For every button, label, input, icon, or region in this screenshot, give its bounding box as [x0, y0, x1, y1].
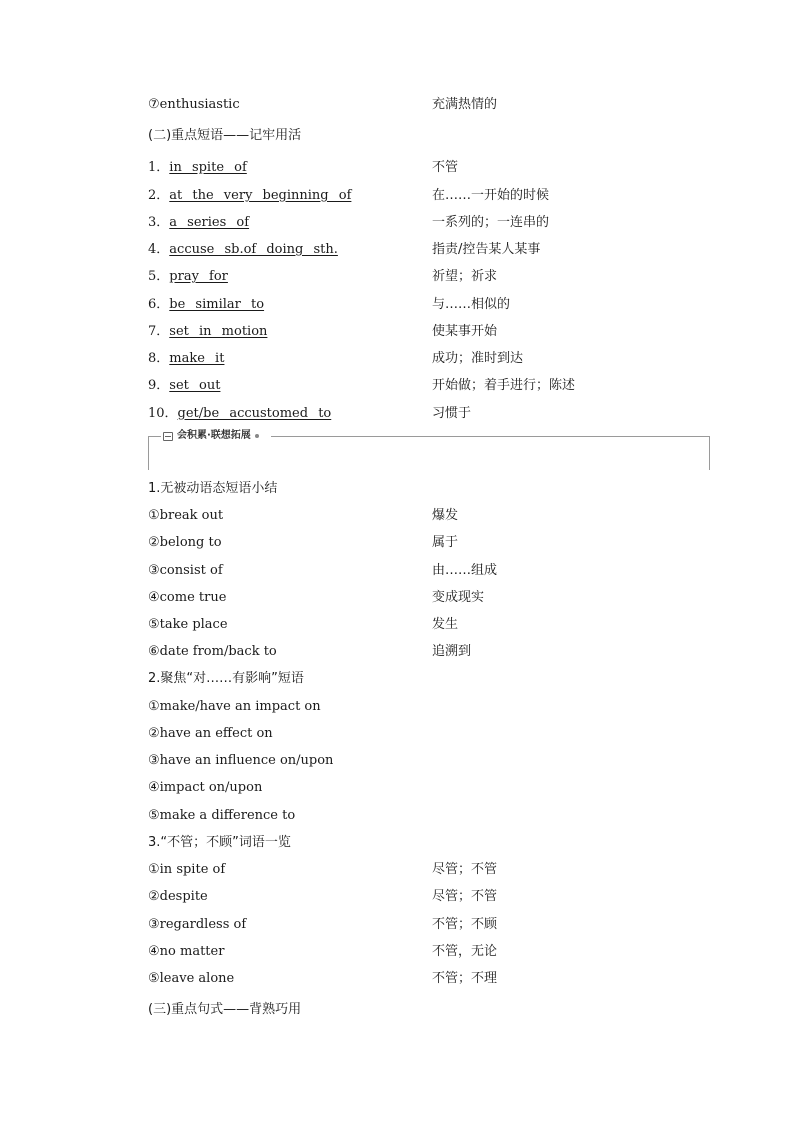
list-item-meaning: 变成现实 — [432, 590, 485, 605]
section-heading-phrases: (二)重点短语——记牢用活 — [148, 128, 302, 143]
list-item — [148, 532, 668, 554]
group-heading: 3.“不管；不顾”词语一览 — [148, 835, 291, 850]
list-item — [148, 614, 668, 636]
list-item-phrase: ⑤leave alone — [148, 971, 235, 986]
list-item-phrase: ②belong to — [148, 535, 222, 550]
phrase-text: pray for — [169, 269, 228, 284]
phrase-row — [148, 321, 668, 343]
phrase-number: 9． — [148, 378, 170, 393]
phrase-meaning: 使某事开始 — [432, 324, 498, 339]
phrase-number: 7． — [148, 324, 170, 339]
phrase-row — [148, 185, 668, 207]
list-item — [148, 859, 668, 881]
dot-icon — [255, 434, 259, 438]
vocab-meaning: 充满热情的 — [432, 97, 498, 112]
list-item-phrase: ⑤make a difference to — [148, 808, 296, 823]
phrase-number: 3． — [148, 215, 170, 230]
list-item-phrase: ④no matter — [148, 944, 225, 959]
phrase-number: 1． — [148, 160, 170, 175]
phrase-text: set out — [169, 378, 221, 393]
phrase-row — [148, 266, 668, 288]
phrase-row — [148, 403, 668, 425]
phrase-text: accuse sb.of doing sth. — [169, 242, 338, 257]
list-item — [148, 750, 668, 772]
note-box — [148, 430, 710, 470]
list-item-meaning: 尽管；不管 — [432, 889, 498, 904]
list-item-phrase: ②have an effect on — [148, 726, 273, 741]
phrase-meaning: 祈望；祈求 — [432, 269, 498, 284]
list-item — [148, 805, 668, 827]
list-item-phrase: ①break out — [148, 508, 224, 523]
phrase-number: 6． — [148, 297, 170, 312]
list-item-meaning: 爆发 — [432, 508, 459, 523]
list-item-phrase: ⑥date from/back to — [148, 644, 277, 659]
phrase-text: get/be accustomed to — [177, 406, 332, 421]
list-item-meaning: 不管；不顾 — [432, 917, 498, 932]
phrase-number: 10． — [148, 406, 178, 421]
list-item-phrase: ③consist of — [148, 563, 223, 578]
phrase-row — [148, 157, 668, 179]
phrase-meaning: 开始做；着手进行；陈述 — [432, 378, 576, 393]
list-item-meaning: 不管，无论 — [432, 944, 498, 959]
vocab-row — [148, 94, 668, 116]
phrase-row — [148, 212, 668, 234]
note-box-label: 会积累·联想拓展 — [177, 430, 251, 441]
list-item-meaning: 由……组成 — [432, 563, 498, 578]
phrase-text: in spite of — [169, 160, 247, 175]
vocab-word: ⑦enthusiastic — [148, 97, 240, 112]
list-item-meaning: 追溯到 — [432, 644, 472, 659]
list-item-meaning: 不管；不理 — [432, 971, 498, 986]
phrase-number: 4． — [148, 242, 170, 257]
list-item — [148, 587, 668, 609]
phrase-meaning: 成功；准时到达 — [432, 351, 524, 366]
list-item — [148, 886, 668, 908]
phrase-text: set in motion — [169, 324, 268, 339]
phrase-number: 5． — [148, 269, 170, 284]
phrase-text: make it — [169, 351, 225, 366]
list-item-phrase: ①make/have an impact on — [148, 699, 321, 714]
list-item-phrase: ①in spite of — [148, 862, 226, 877]
list-item — [148, 560, 668, 582]
list-item — [148, 914, 668, 936]
list-item-phrase: ③have an influence on/upon — [148, 753, 334, 768]
phrase-text: at the very beginning of — [169, 188, 352, 203]
group-heading: 2.聚焦“对……有影响”短语 — [148, 671, 304, 686]
list-item-meaning: 尽管；不管 — [432, 862, 498, 877]
phrase-meaning: 一系列的；一连串的 — [432, 215, 550, 230]
phrase-meaning: 不管 — [432, 160, 459, 175]
list-item — [148, 941, 668, 963]
list-item — [148, 777, 668, 799]
phrase-meaning: 与……相似的 — [432, 297, 511, 312]
list-item-meaning: 属于 — [432, 535, 459, 550]
phrase-meaning: 在……一开始的时候 — [432, 188, 550, 203]
list-item-phrase: ④come true — [148, 590, 227, 605]
phrase-meaning: 习惯于 — [432, 406, 472, 421]
list-item — [148, 641, 668, 663]
note-icon — [163, 432, 173, 441]
list-item-phrase: ②despite — [148, 889, 208, 904]
list-item-phrase: ④impact on/upon — [148, 780, 263, 795]
phrase-row — [148, 239, 668, 261]
phrase-row — [148, 375, 668, 397]
phrase-text: be similar to — [169, 297, 265, 312]
phrase-number: 2． — [148, 188, 170, 203]
phrase-text: a series of — [169, 215, 250, 230]
list-item — [148, 968, 668, 990]
list-item — [148, 505, 668, 527]
phrase-meaning: 指责/控告某人某事 — [432, 242, 541, 257]
list-item-meaning: 发生 — [432, 617, 459, 632]
section-heading-sentences: (三)重点句式——背熟巧用 — [148, 1002, 302, 1017]
phrase-number: 8． — [148, 351, 170, 366]
phrase-row — [148, 294, 668, 316]
list-item — [148, 696, 668, 718]
list-item — [148, 723, 668, 745]
group-heading: 1.无被动语态短语小结 — [148, 481, 278, 496]
phrase-row — [148, 348, 668, 370]
list-item-phrase: ③regardless of — [148, 917, 247, 932]
list-item-phrase: ⑤take place — [148, 617, 228, 632]
